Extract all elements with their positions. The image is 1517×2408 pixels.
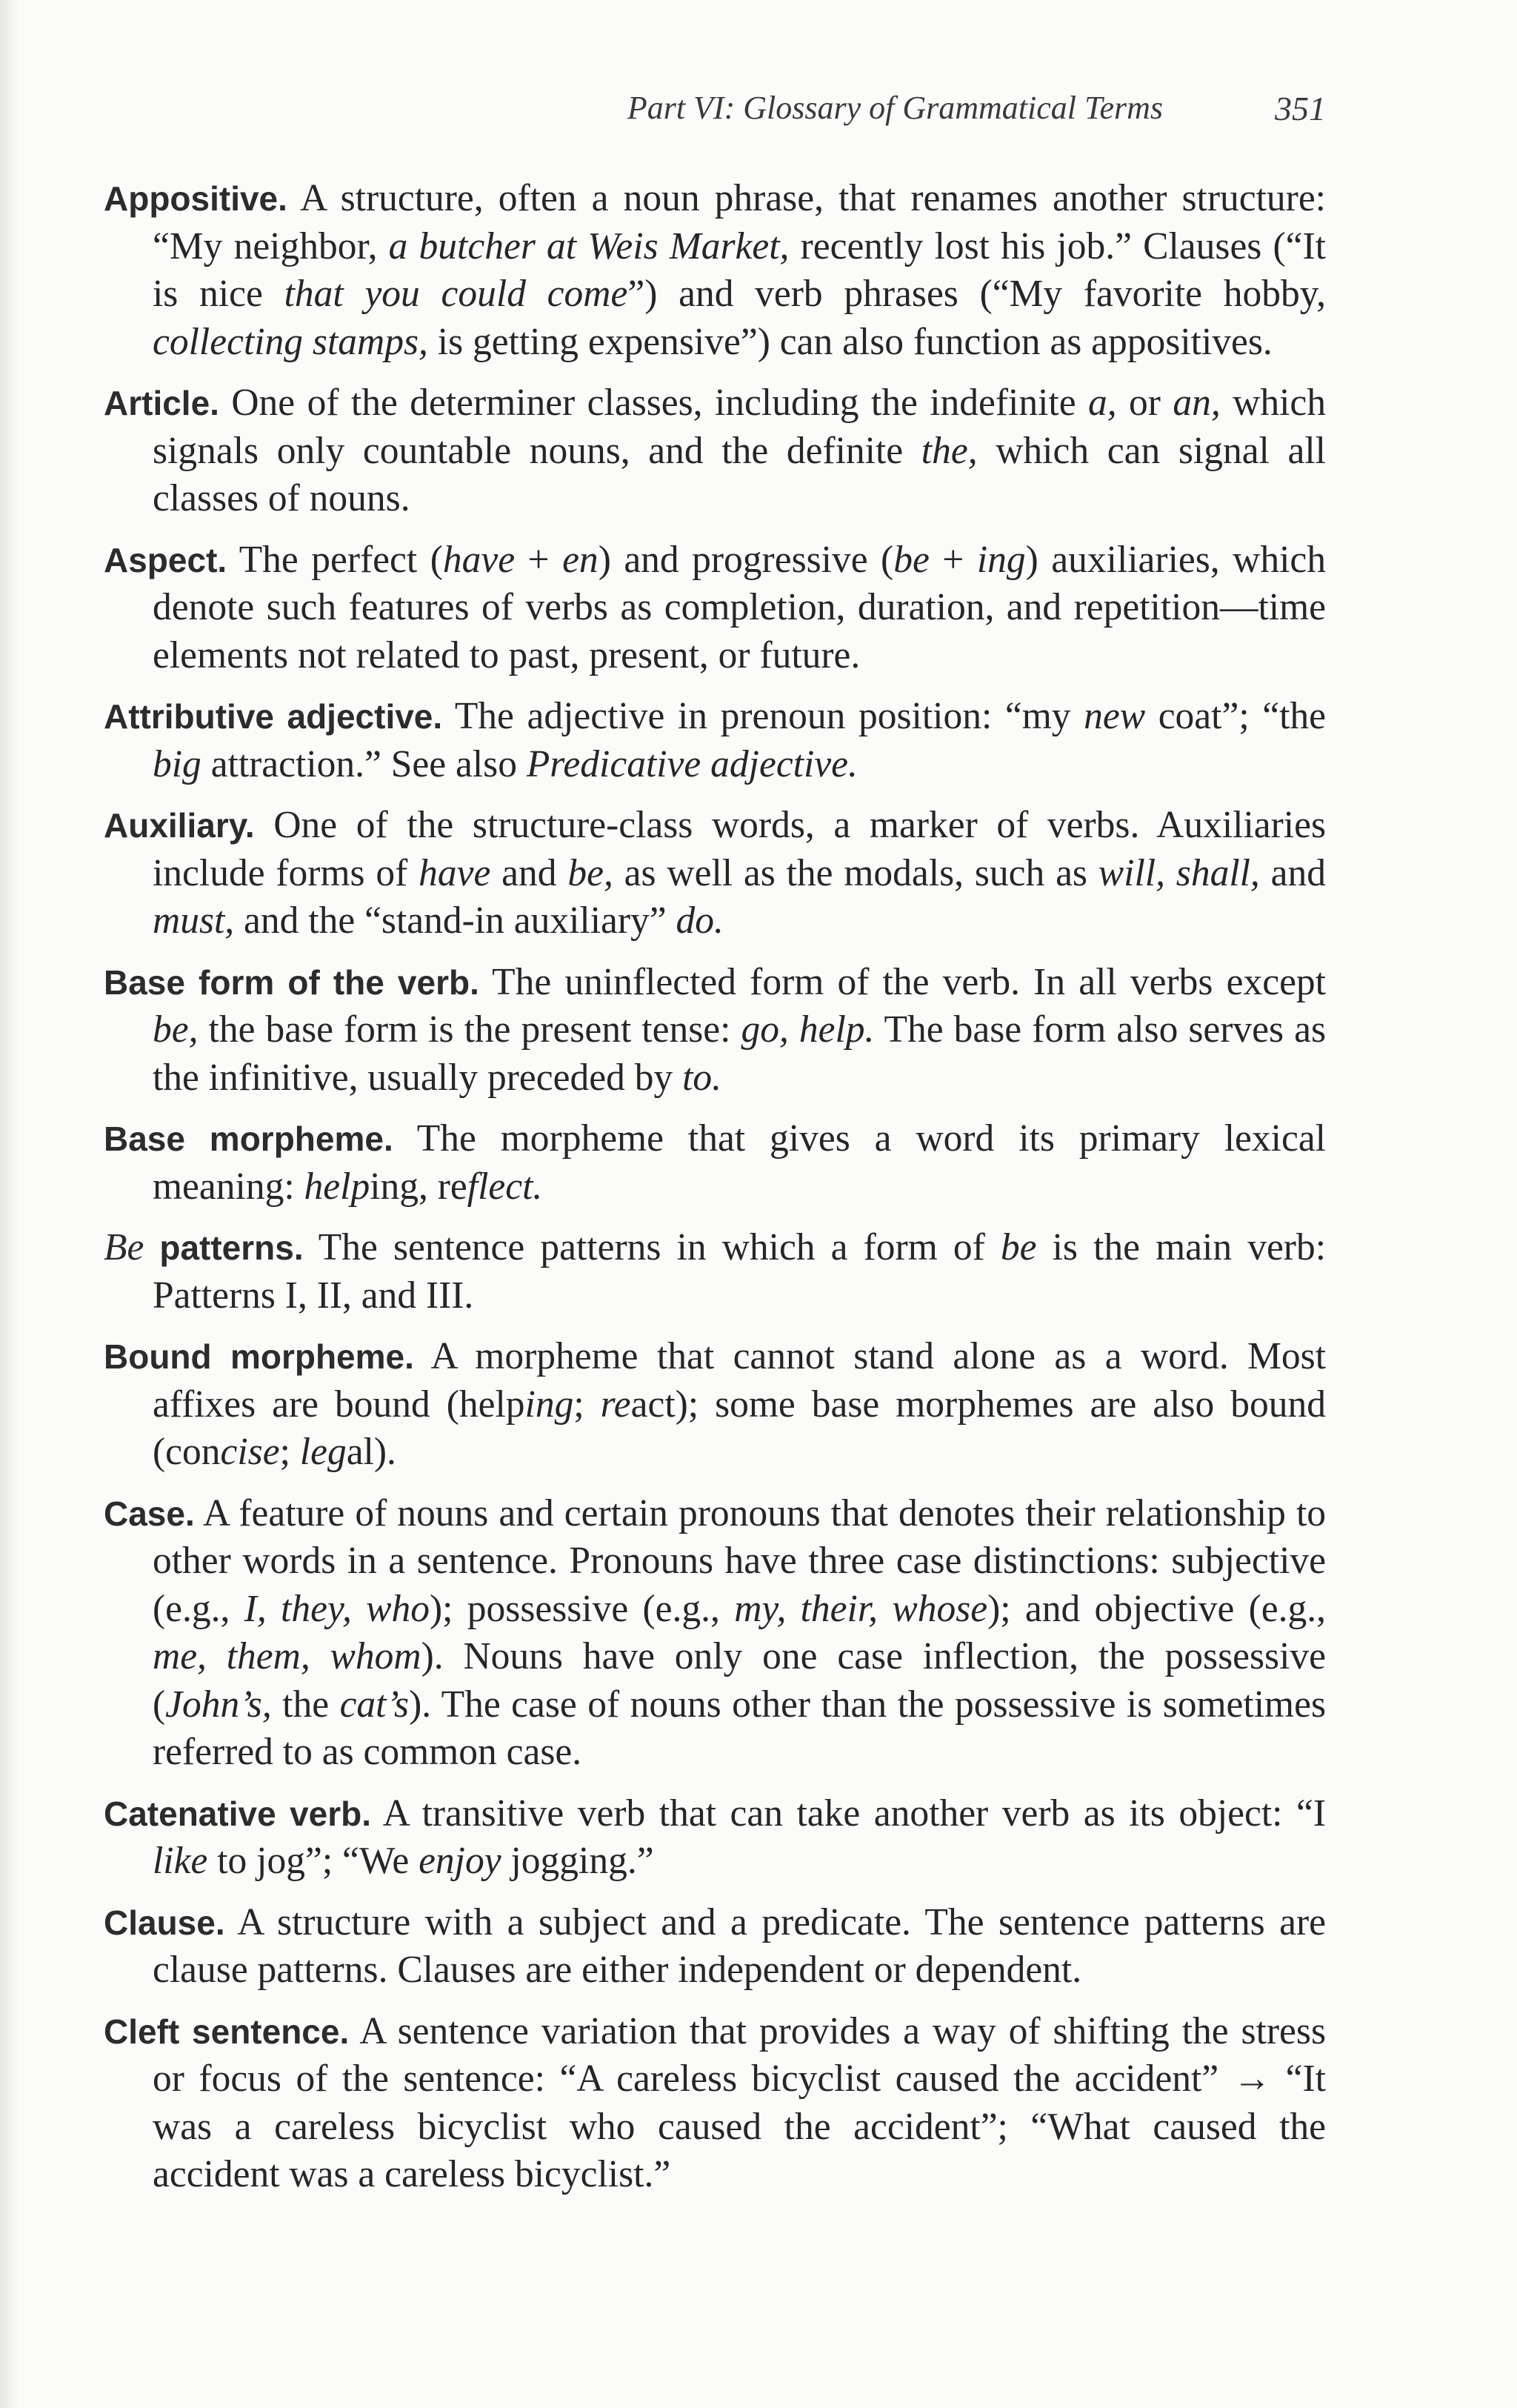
glossary-term-text: Auxiliary. bbox=[104, 806, 255, 845]
definition-italic-text: a butcher at Weis Market, bbox=[388, 224, 790, 267]
definition-italic-text: a, bbox=[1088, 382, 1117, 424]
definition-text: The sentence patterns in which a form of bbox=[303, 1226, 1001, 1268]
definition-text: The adjective in prenoun position: “my bbox=[442, 695, 1084, 737]
definition-italic-text: be, bbox=[153, 1008, 199, 1051]
definition-italic-text: flect. bbox=[467, 1165, 543, 1208]
definition-italic-text: that you could come bbox=[284, 273, 628, 315]
definition-text: + bbox=[929, 538, 977, 581]
glossary-term bbox=[104, 1795, 371, 1833]
definition-text: the base form is the present tense: bbox=[198, 1008, 741, 1051]
glossary-term bbox=[104, 541, 227, 579]
definition-italic-text: me, them, whom bbox=[153, 1635, 421, 1677]
definition-text: The morpheme that gives a word its primary lexical meaning: bbox=[153, 1117, 1326, 1208]
page-gutter-shadow bbox=[0, 0, 19, 2408]
definition-text: and the “stand-in auxiliary” bbox=[234, 899, 676, 942]
glossary-entry bbox=[104, 1899, 1326, 1995]
glossary-term bbox=[104, 2012, 349, 2051]
definition-italic-text: be bbox=[1000, 1226, 1037, 1268]
definition-italic-text: be bbox=[893, 538, 930, 581]
definition-text: + bbox=[515, 538, 563, 581]
glossary-term bbox=[104, 806, 255, 845]
definition-text: A morpheme that cannot stand alone as a word. Most affixes are bound (help bbox=[153, 1335, 1327, 1426]
definition-italic-text: help bbox=[304, 1165, 370, 1208]
definition-text: the bbox=[271, 1683, 340, 1726]
glossary-entry bbox=[104, 1224, 1326, 1320]
definition-text: is the main verb: Patterns I, II, and III. bbox=[153, 1226, 1327, 1317]
definition-text: act); some base morphemes are also bound (con bbox=[153, 1383, 1326, 1473]
definition-text: The base form also serves as the infinitive, usually preceded by bbox=[153, 1008, 1327, 1099]
definition-italic-text: be, bbox=[567, 851, 613, 894]
glossary-term-text: Clause. bbox=[104, 1903, 225, 1942]
glossary-term bbox=[104, 1337, 414, 1376]
glossary-term bbox=[104, 1494, 195, 1533]
definition-text: attraction.” See also bbox=[201, 742, 527, 785]
glossary-entry bbox=[104, 1790, 1326, 1886]
definition-text: ). The case of nouns other than the possessive is sometimes referred to as common case. bbox=[153, 1683, 1326, 1773]
glossary-term-text: patterns. bbox=[144, 1228, 304, 1267]
definition-text: jogging.” bbox=[501, 1840, 654, 1882]
glossary-entries bbox=[104, 175, 1326, 2212]
glossary-term-text: Base form of the verb. bbox=[104, 962, 479, 1002]
glossary-entry bbox=[104, 1490, 1326, 1777]
glossary-entry bbox=[104, 1333, 1326, 1477]
glossary-entry bbox=[104, 693, 1326, 788]
definition-italic-text: new bbox=[1084, 695, 1146, 737]
definition-text: ; bbox=[573, 1383, 601, 1426]
definition-text: coat”; “the bbox=[1145, 695, 1327, 737]
definition-text: ”) and verb phrases (“My favorite hobby, bbox=[627, 273, 1327, 315]
definition-text: ). Nouns have only one case inflection, the possessive ( bbox=[153, 1635, 1326, 1726]
glossary-term-text: Attributive adjective. bbox=[104, 697, 443, 736]
definition-text: A sentence variation that provides a way of shifting the stress or focus of the sentence: “A careless bicyclist caused the accident” → “It was a careless bicyclist who caused the accident”; “What caused the accident was a careless bicyclist.” bbox=[153, 2009, 1326, 2195]
glossary-term-text: Case. bbox=[104, 1494, 195, 1533]
glossary-term bbox=[104, 697, 442, 736]
glossary-term bbox=[104, 384, 219, 422]
glossary-term-text: Cleft sentence. bbox=[104, 2012, 350, 2051]
definition-italic-text: cat’s bbox=[339, 1683, 410, 1726]
definition-text: which signals only countable nouns, and the definite bbox=[153, 382, 1327, 472]
glossary-term bbox=[104, 1228, 304, 1267]
definition-text: A feature of nouns and certain pronouns that denotes their relationship to other words in a sentence. Pronouns have three case distinctions: subjective (e.g., bbox=[153, 1491, 1326, 1630]
definition-italic-text: the, bbox=[921, 429, 978, 472]
definition-italic-text: have bbox=[419, 851, 491, 894]
definition-italic-text: ing bbox=[976, 538, 1026, 581]
page-number: 351 bbox=[1275, 90, 1326, 127]
definition-italic-text: ing bbox=[524, 1383, 574, 1426]
definition-italic-text: an, bbox=[1173, 382, 1221, 424]
glossary-term-text: Base morpheme. bbox=[104, 1120, 393, 1158]
definition-text: ); and objective (e.g., bbox=[987, 1587, 1326, 1630]
definition-italic-text: John’s, bbox=[165, 1683, 272, 1726]
glossary-entry bbox=[104, 536, 1326, 680]
glossary-entry bbox=[104, 1115, 1326, 1211]
definition-text: The perfect ( bbox=[227, 538, 443, 581]
definition-italic-text: en bbox=[562, 538, 599, 581]
glossary-entry bbox=[104, 959, 1326, 1102]
definition-italic-text: I, they, who bbox=[244, 1587, 430, 1630]
glossary-term-italic: Be bbox=[104, 1226, 144, 1268]
definition-italic-text: my, their, whose bbox=[734, 1587, 988, 1630]
definition-italic-text: big bbox=[153, 742, 201, 785]
definition-text: ); possessive (e.g., bbox=[430, 1587, 735, 1630]
definition-text: is getting expensive”) can also function as appositives. bbox=[427, 320, 1273, 363]
running-head-title: Part VI: Glossary of Grammatical Terms bbox=[627, 90, 1163, 126]
definition-italic-text: Predicative adjective. bbox=[526, 742, 858, 785]
definition-text: and bbox=[490, 851, 568, 894]
glossary-term-text: Bound morpheme. bbox=[104, 1337, 414, 1376]
definition-text: A structure with a subject and a predicate. The sentence patterns are clause patterns. Clauses are either independent or dependent. bbox=[153, 1900, 1326, 1991]
definition-text: recently lost his job.” Clauses (“It is nice bbox=[153, 224, 1326, 315]
definition-italic-text: to. bbox=[682, 1056, 722, 1099]
glossary-term bbox=[104, 1903, 225, 1942]
definition-text: ) auxiliaries, which denote such features of verbs as completion, duration, and repetition—time elements not related to past, present, or future. bbox=[153, 538, 1326, 676]
glossary-term-text: Catenative verb. bbox=[104, 1794, 372, 1833]
glossary-term bbox=[104, 1120, 393, 1158]
definition-italic-text: go, help. bbox=[741, 1008, 875, 1051]
definition-text: al). bbox=[346, 1431, 396, 1473]
definition-text: or bbox=[1116, 382, 1173, 424]
definition-italic-text: collecting stamps, bbox=[153, 320, 428, 363]
definition-italic-text: re bbox=[600, 1383, 631, 1426]
running-head bbox=[104, 89, 1326, 133]
definition-text: The uninflected form of the verb. In all verbs except bbox=[479, 960, 1326, 1003]
glossary-term bbox=[104, 963, 479, 1002]
glossary-entry bbox=[104, 379, 1326, 523]
definition-italic-text: enjoy bbox=[419, 1840, 501, 1882]
glossary-term-text: Appositive. bbox=[104, 179, 287, 218]
definition-italic-text: will, shall, bbox=[1098, 851, 1260, 894]
glossary-term-text: Article. bbox=[104, 384, 219, 422]
definition-italic-text: leg bbox=[299, 1431, 347, 1473]
glossary-term-text: Aspect. bbox=[104, 540, 227, 579]
glossary-term bbox=[104, 179, 287, 218]
definition-text: A structure, often a noun phrase, that renames another structure: “My neighbor, bbox=[153, 177, 1326, 267]
definition-italic-text: must, bbox=[153, 899, 235, 942]
glossary-entry bbox=[104, 2008, 1326, 2199]
definition-text: and bbox=[1259, 851, 1326, 894]
definition-text: as well as the modals, such as bbox=[613, 851, 1098, 894]
definition-italic-text: have bbox=[442, 538, 516, 581]
glossary-entry bbox=[104, 802, 1326, 945]
definition-text: One of the determiner classes, including the indefinite bbox=[219, 382, 1088, 424]
definition-text: ) and progressive ( bbox=[598, 538, 894, 581]
definition-text: which can signal all classes of nouns. bbox=[153, 429, 1326, 519]
definition-italic-text: cise bbox=[220, 1431, 280, 1473]
definition-italic-text: like bbox=[153, 1840, 208, 1882]
definition-text: to jog”; “We bbox=[207, 1840, 419, 1882]
definition-text: One of the structure-class words, a marker of verbs. Auxiliaries include forms of bbox=[153, 804, 1326, 894]
definition-text: A transitive verb that can take another verb as its object: “I bbox=[371, 1792, 1326, 1835]
glossary-entry bbox=[104, 175, 1326, 366]
definition-text: ; bbox=[279, 1431, 300, 1473]
definition-italic-text: do. bbox=[676, 899, 724, 942]
definition-text: ing, re bbox=[370, 1165, 467, 1208]
